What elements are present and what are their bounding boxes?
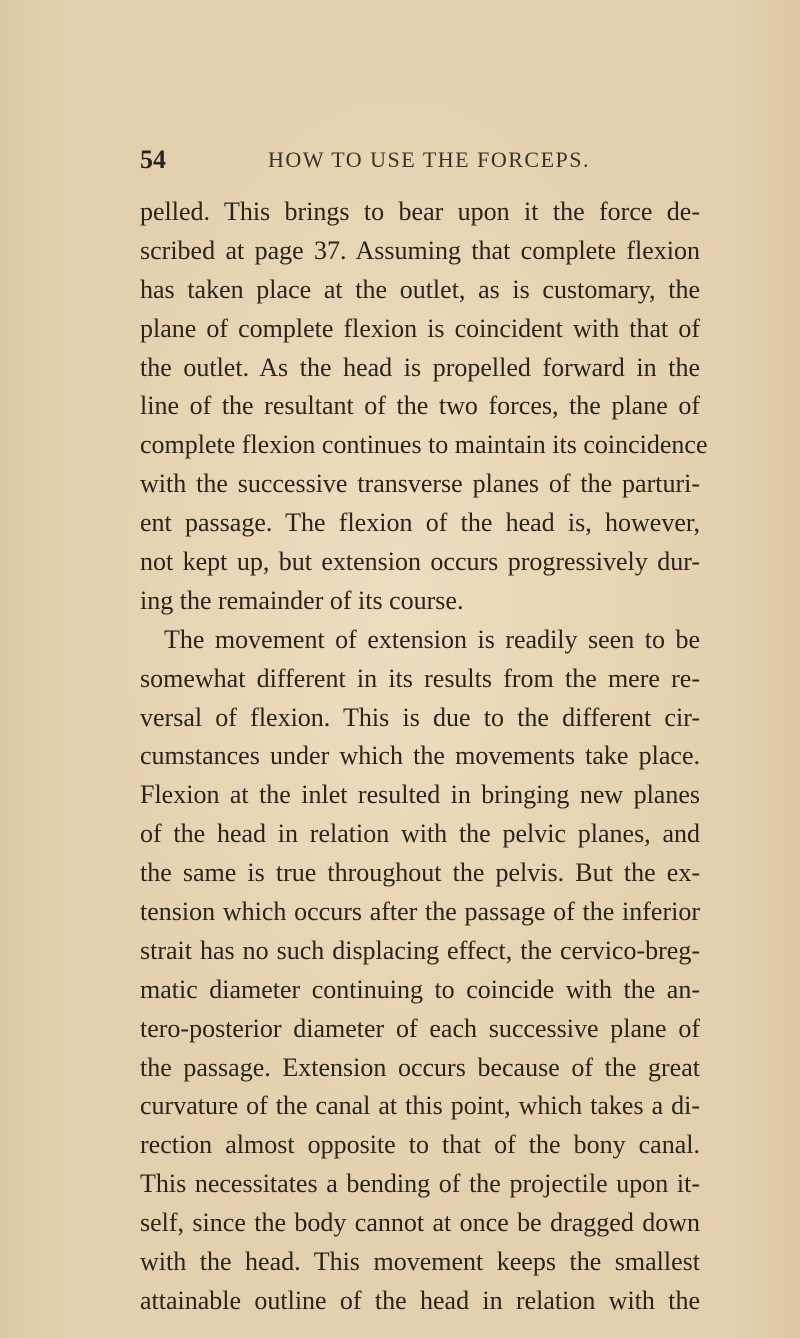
- text-line: the outlet. As the head is propelled forward in the: [140, 352, 700, 382]
- text-line: pelled. This brings to bear upon it the force de-: [140, 197, 700, 226]
- text-line: not kept up, but extension occurs progressively dur-: [140, 547, 700, 577]
- text-line: somewhat different in its results from the mere re-: [140, 663, 700, 693]
- text-line: with the successive transverse planes of the parturi-: [140, 469, 700, 499]
- text-line: with the head. This movement keeps the smallest: [140, 1247, 700, 1277]
- page-header: [140, 145, 700, 175]
- text-line: scribed at page 37. Assuming that complete flexion: [140, 235, 700, 265]
- text-line: tension which occurs after the passage of the inferior: [140, 897, 700, 927]
- text-line: the same is true throughout the pelvis. But the ex-: [140, 858, 700, 888]
- text-line: cumstances under which the movements take place.: [140, 741, 700, 771]
- page-number: 54: [140, 145, 166, 174]
- text-line: line of the resultant of the two forces, the plane of: [140, 391, 700, 421]
- text-line: ent passage. The flexion of the head is, however,: [140, 508, 700, 538]
- text-line: of the head in relation with the pelvic planes, and: [140, 819, 700, 849]
- text-line: strait has no such displacing effect, the cervico-breg-: [140, 935, 700, 965]
- text-line: Flexion at the inlet resulted in bringing new planes: [140, 780, 700, 810]
- text-line: has taken place at the outlet, as is customary, the: [140, 274, 700, 304]
- text-line: rection almost opposite to that of the bony canal.: [140, 1130, 700, 1160]
- text-line: This necessitates a bending of the projectile upon it-: [140, 1169, 700, 1199]
- paragraph-start-line: The movement of extension is readily seen to be: [164, 624, 700, 654]
- text-line: the passage. Extension occurs because of the great: [140, 1052, 700, 1082]
- body-text: [140, 193, 708, 1321]
- text-line: self, since the body cannot at once be dragged down: [140, 1208, 700, 1238]
- text-line: complete flexion continues to maintain its coincidence: [140, 430, 708, 460]
- text-line: curvature of the canal at this point, which takes a di-: [140, 1091, 700, 1121]
- running-head: HOW TO USE THE FORCEPS.: [268, 147, 590, 172]
- text-line: plane of complete flexion is coincident with that of: [140, 313, 700, 343]
- paragraph-end-line: ing the remainder of its course.: [140, 585, 464, 615]
- text-line: tero-posterior diameter of each successive plane of: [140, 1013, 700, 1043]
- text-line: attainable outline of the head in relation with the: [140, 1285, 700, 1315]
- text-line: matic diameter continuing to coincide with the an-: [140, 974, 700, 1004]
- text-line: versal of flexion. This is due to the different cir-: [140, 702, 700, 732]
